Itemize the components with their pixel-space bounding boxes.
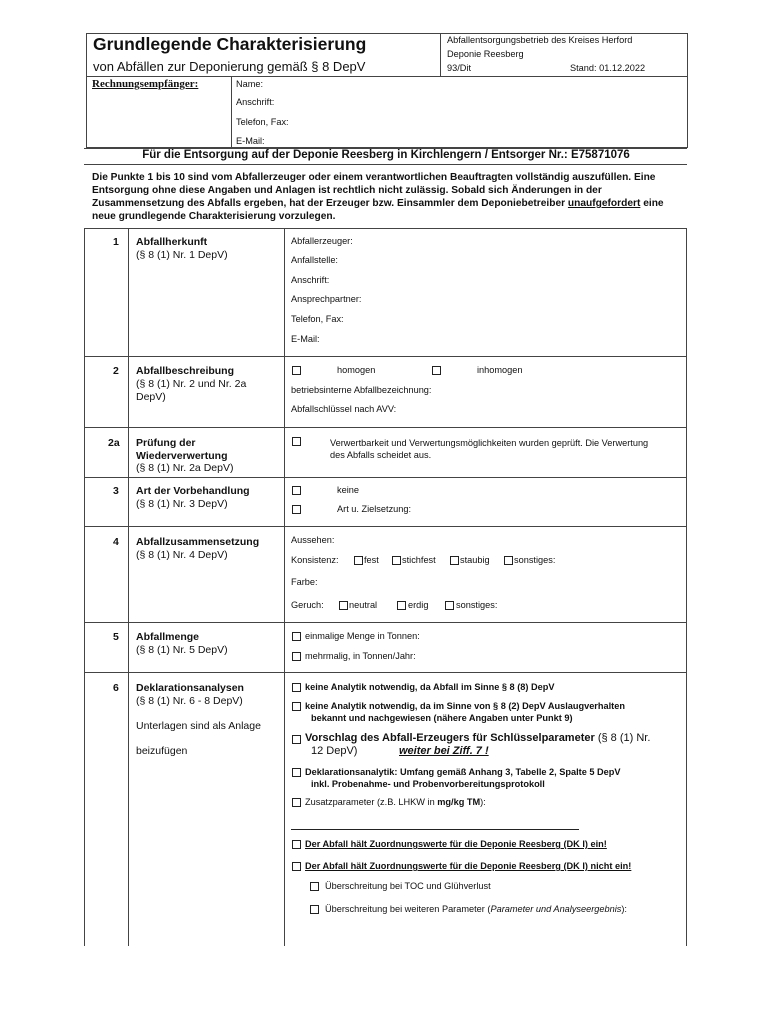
toc-exceedance-label: Überschreitung bei TOC und Glühverlust (325, 881, 491, 891)
consistency-solid-label: fest (364, 555, 379, 565)
rule (86, 76, 688, 77)
address-field[interactable]: Anschrift: (291, 275, 330, 285)
phone-fax-field[interactable]: Telefon, Fax: (291, 314, 344, 324)
additional-parameters-pre: Zusatzparameter (z.B. LHKW in (305, 797, 438, 807)
pretreatment-none-checkbox[interactable] (292, 486, 301, 495)
odor-neutral-checkbox[interactable] (339, 601, 348, 610)
key-parameters-checkbox[interactable] (292, 735, 301, 744)
quantity-recurring-label: mehrmalig, in Tonnen/Jahr: (305, 651, 416, 661)
section-ref: (§ 8 (1) Nr. 4 DepV) (136, 549, 228, 561)
homogen-label: homogen (337, 365, 376, 375)
section-ref: (§ 8 (1) Nr. 6 - 8 DepV) (136, 695, 243, 707)
section-number: 2 (113, 365, 119, 377)
rule (686, 228, 687, 946)
rule (84, 672, 687, 673)
intro-part2: eine neue grundlegende Charakterisierung vorzulegen. (92, 198, 664, 222)
odor-other-label: sonstiges: (456, 600, 498, 610)
page-title: Grundlegende Charakterisierung (93, 34, 367, 54)
consistency-other-checkbox[interactable] (504, 556, 513, 565)
rule (284, 228, 285, 946)
declaration-analysis-checkbox[interactable] (292, 768, 301, 777)
section-number: 5 (113, 631, 119, 643)
waste-code-field[interactable]: Abfallschlüssel nach AVV: (291, 404, 397, 414)
section-ref: (§ 8 (1) Nr. 2a DepV) (136, 462, 234, 474)
toc-exceedance-checkbox[interactable] (310, 882, 319, 891)
section-number: 6 (113, 682, 119, 694)
attachment-note-2: beizufügen (136, 745, 188, 757)
limits-not-met-checkbox[interactable] (292, 862, 301, 871)
section-number: 1 (113, 236, 119, 248)
pretreatment-type-checkbox[interactable] (292, 505, 301, 514)
additional-parameters-post: ): (480, 797, 486, 807)
key-parameters-ref-2: 12 DepV) (311, 745, 358, 757)
key-parameters-ref: (§ 8 (1) Nr. (594, 732, 651, 744)
doc-ref: 93/Dit (447, 63, 472, 73)
section-ref: (§ 8 (1) Nr. 1 DepV) (136, 249, 228, 261)
recipient-label: Rechnungsempfänger: (92, 78, 199, 90)
rule (84, 228, 85, 946)
page-subtitle: von Abfällen zur Deponierung gemäß § 8 DepV (93, 59, 366, 74)
section-number: 4 (113, 536, 119, 548)
odor-label: Geruch: (291, 600, 324, 610)
no-analysis-8-2-checkbox[interactable] (292, 702, 301, 711)
rule (440, 33, 441, 76)
section-title: Art der Vorbehandlung (136, 485, 250, 497)
key-parameters-title: Vorschlag des Abfall-Erzeugers für Schlüsselparameter (305, 732, 595, 744)
other-exceedance-checkbox[interactable] (310, 905, 319, 914)
section-ref: (§ 8 (1) Nr. 3 DepV) (136, 498, 228, 510)
section-title: Prüfung der (136, 437, 196, 449)
rule (86, 33, 87, 147)
key-parameters-label (305, 732, 650, 744)
email-field[interactable]: E-Mail: (291, 334, 320, 344)
consistency-stable-label: stichfest (402, 555, 436, 565)
attachment-note: Unterlagen sind als Anlage (136, 720, 261, 732)
section-ref: (§ 8 (1) Nr. 5 DepV) (136, 644, 228, 656)
no-analysis-8-2-label-2: bekannt und nachgewiesen (nähere Angaben unter Punkt 9) (311, 713, 573, 723)
consistency-dusty-label: staubig (460, 555, 490, 565)
rule (84, 356, 687, 357)
section-ref: (§ 8 (1) Nr. 2 und Nr. 2a DepV) (136, 378, 247, 403)
additional-parameters-label (305, 797, 486, 807)
odor-earthy-label: erdig (408, 600, 429, 610)
consistency-stable-checkbox[interactable] (392, 556, 401, 565)
consistency-label: Konsistenz: (291, 555, 339, 565)
origin-site-field[interactable]: Anfallstelle: (291, 255, 338, 265)
inhomogen-label: inhomogen (477, 365, 523, 375)
section-title: Deklarationsanalysen (136, 682, 244, 694)
doc-date: Stand: 01.12.2022 (570, 63, 646, 73)
pretreatment-type-label: Art u. Zielsetzung: (337, 504, 412, 514)
rule (84, 477, 687, 478)
producer-field[interactable]: Abfallerzeuger: (291, 236, 353, 246)
odor-earthy-checkbox[interactable] (397, 601, 406, 610)
rule (84, 622, 687, 623)
inhomogen-checkbox[interactable] (432, 366, 441, 375)
consistency-solid-checkbox[interactable] (354, 556, 363, 565)
rule (84, 526, 687, 527)
declaration-analysis-label-2: inkl. Probenahme- und Probenvorbereitungsprotokoll (311, 779, 545, 789)
additional-parameters-checkbox[interactable] (292, 798, 301, 807)
no-analysis-8-8-label: keine Analytik notwendig, da Abfall im Sinne § 8 (8) DepV (305, 682, 555, 692)
quantity-recurring-checkbox[interactable] (292, 652, 301, 661)
odor-neutral-label: neutral (349, 600, 378, 610)
recipient-phone-field[interactable]: Telefon, Fax: (236, 117, 289, 127)
org-site: Deponie Reesberg (447, 49, 524, 59)
fill-in-line[interactable] (291, 829, 579, 830)
other-exceedance-post: ): (621, 904, 627, 914)
declaration-analysis-label: Deklarationsanalytik: Umfang gemäß Anhang 3, Tabelle 2, Spalte 5 DepV (305, 767, 621, 777)
homogen-checkbox[interactable] (292, 366, 301, 375)
rule (84, 427, 687, 428)
additional-parameters-unit: mg/kg TM (437, 797, 481, 807)
odor-other-checkbox[interactable] (445, 601, 454, 610)
color-field[interactable]: Farbe: (291, 577, 318, 587)
section-title: Abfallbeschreibung (136, 365, 235, 377)
recipient-name-field[interactable]: Name: (236, 79, 264, 89)
continue-item-7-link[interactable]: weiter bei Ziff. 7 ! (399, 745, 489, 757)
section-title: Abfallzusammensetzung (136, 536, 260, 548)
rule (128, 228, 129, 946)
contact-person-field[interactable]: Ansprechpartner: (291, 294, 362, 304)
quantity-once-label: einmalige Menge in Tonnen: (305, 631, 420, 641)
intro-part1: Die Punkte 1 bis 10 sind vom Abfallerzeuger oder einem verantwortlichen Beauftragten vollständig auszufüllen. Eine Entsorgung ohne diese Angaben und Anlagen ist rechtlich nicht zulässig. Sobald sich Änderungen in der Zusammensetzung des Abfalls ergeben, hat der Erzeuger bzw. Einsammler dem Deponiebetreiber (92, 172, 656, 209)
rule (84, 228, 687, 229)
rule (84, 164, 687, 165)
internal-designation-field[interactable]: betriebsinterne Abfallbezeichnung: (291, 385, 432, 395)
other-exceedance-pre: Überschreitung bei weiteren Parameter ( (325, 904, 491, 914)
recycling-checked-checkbox[interactable] (292, 437, 301, 446)
rule (687, 33, 688, 147)
limits-met-checkbox[interactable] (292, 840, 301, 849)
limits-met-label: Der Abfall hält Zuordnungswerte für die Deponie Reesberg (DK I) ein! (305, 839, 607, 849)
limits-not-met-label: Der Abfall hält Zuordnungswerte für die Deponie Reesberg (DK I) nicht ein! (305, 861, 632, 871)
pretreatment-none-label: keine (337, 485, 359, 495)
quantity-once-checkbox[interactable] (292, 632, 301, 641)
banner-title: Für die Entsorgung auf der Deponie Reesberg in Kirchlengern / Entsorger Nr.: E75871076 (142, 149, 630, 161)
section-title: Abfallherkunft (136, 236, 208, 248)
other-exceedance-label (325, 904, 627, 914)
intro-emphasis: unaufgefordert (567, 198, 641, 209)
intro-text (92, 171, 682, 223)
section-title-2: Wiederverwertung (136, 450, 228, 462)
rule (231, 76, 232, 147)
recipient-email-field[interactable]: E-Mail: (236, 136, 265, 146)
section-title: Abfallmenge (136, 631, 200, 643)
consistency-dusty-checkbox[interactable] (450, 556, 459, 565)
consistency-other-label: sonstiges: (514, 555, 556, 565)
org-name: Abfallentsorgungsbetrieb des Kreises Herford (447, 35, 633, 45)
no-analysis-8-2-label: keine Analytik notwendig, da im Sinne von § 8 (2) DepV Auslaugverhalten (305, 701, 625, 711)
section-number: 3 (113, 485, 119, 497)
other-exceedance-italic: Parameter und Analyseergebnis (490, 904, 622, 914)
no-analysis-8-8-checkbox[interactable] (292, 683, 301, 692)
appearance-field[interactable]: Aussehen: (291, 535, 335, 545)
recipient-address-field[interactable]: Anschrift: (236, 97, 275, 107)
recycling-statement: Verwertbarkeit und Verwertungsmöglichkeiten wurden geprüft. Die Verwertung des Abfalls scheidet aus. (330, 438, 649, 460)
section-number: 2a (108, 437, 120, 449)
